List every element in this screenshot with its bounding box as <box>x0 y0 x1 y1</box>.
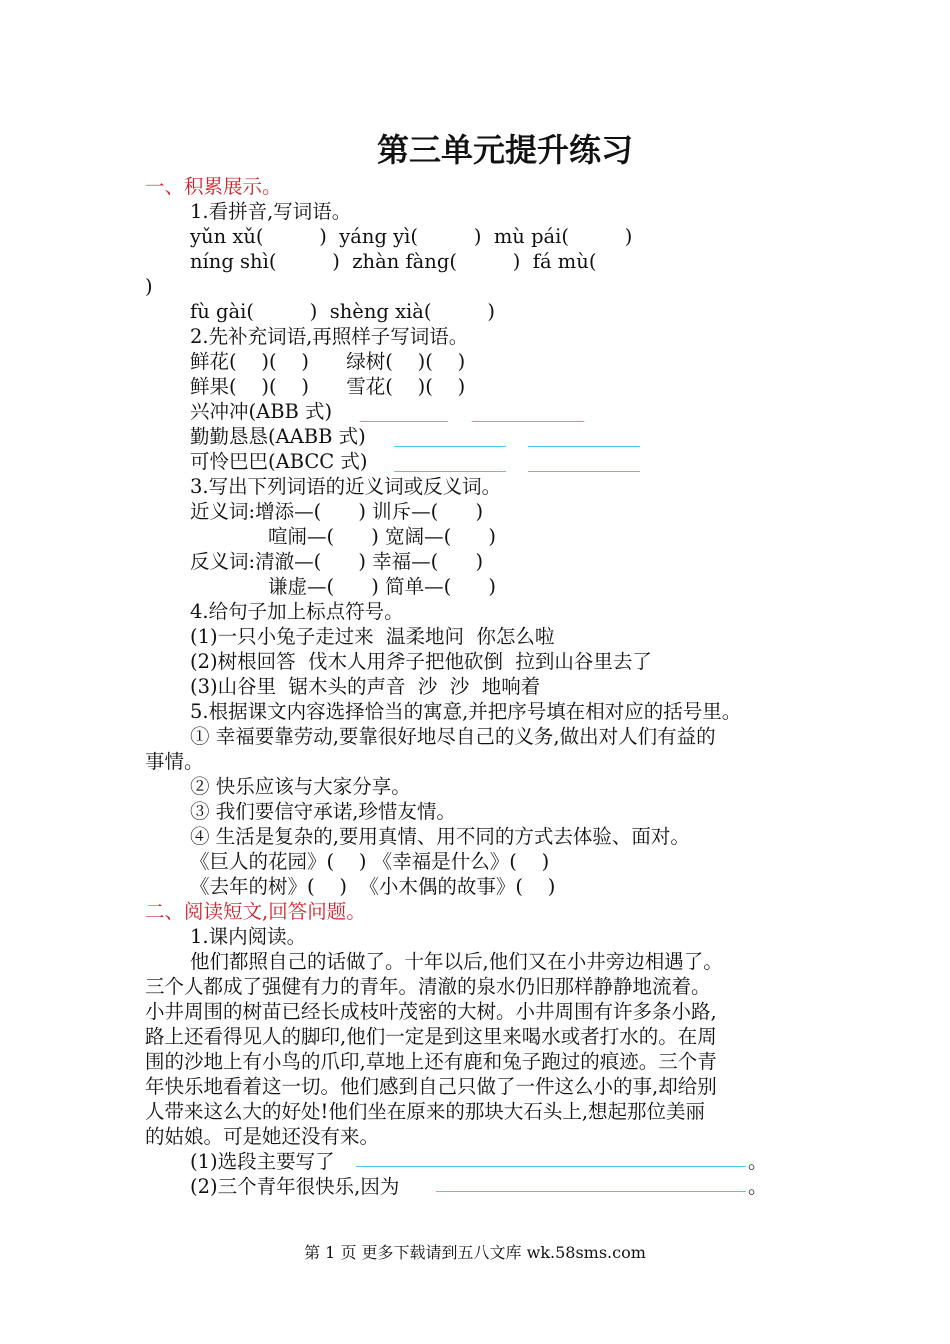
word-row: 鲜花( )( ) 绿树( )( ) <box>190 350 466 373</box>
answer-prompt-1: (1)选段主要写了 <box>190 1150 335 1173</box>
answer-line[interactable] <box>356 1166 746 1167</box>
story-match: 《去年的树》( ) 《小木偶的故事》( ) <box>190 875 556 898</box>
synonym-row: 喧闹—( ) 宽阔—( ) <box>268 525 497 548</box>
answer-line[interactable] <box>360 421 448 422</box>
answer-line[interactable] <box>472 421 584 422</box>
section-heading-2: 二、阅读短文,回答问题。 <box>145 900 366 923</box>
passage-line: 路上还看得见人的脚印,他们一定是到这里来喝水或者打水的。在周 <box>145 1025 717 1048</box>
end-mark: 。 <box>748 1150 768 1173</box>
pinyin-line: yǔn xǔ( ) yáng yì( ) mù pái( ) <box>190 225 633 248</box>
question-label: 1.课内阅读。 <box>190 925 307 948</box>
pattern-abcc: 可怜巴巴(ABCC 式) <box>190 450 368 473</box>
story-match: 《巨人的花园》( ) 《幸福是什么》( ) <box>190 850 550 873</box>
moral-option: ③ 我们要信守承诺,珍惜友情。 <box>190 800 456 823</box>
pinyin-line-wrap: ) <box>145 275 153 298</box>
section-heading-1: 一、积累展示。 <box>145 175 282 198</box>
passage-line: 他们都照自己的话做了。十年以后,他们又在小井旁边相遇了。 <box>190 950 723 973</box>
answer-line[interactable] <box>394 471 506 472</box>
moral-option: ④ 生活是复杂的,要用真情、用不同的方式去体验、面对。 <box>190 825 690 848</box>
pinyin-line: fù gài( ) shèng xià( ) <box>190 300 495 323</box>
answer-line[interactable] <box>394 446 506 447</box>
answer-line[interactable] <box>436 1191 746 1192</box>
passage-line: 围的沙地上有小鸟的爪印,草地上还有鹿和兔子跑过的痕迹。三个青 <box>145 1050 717 1073</box>
passage-line: 的姑娘。可是她还没有来。 <box>145 1125 380 1148</box>
moral-option-wrap: 事情。 <box>145 750 204 773</box>
moral-option: ② 快乐应该与大家分享。 <box>190 775 411 798</box>
antonym-row: 谦虚—( ) 简单—( ) <box>268 575 497 598</box>
moral-option: ① 幸福要靠劳动,要靠很好地尽自己的义务,做出对人们有益的 <box>190 725 716 748</box>
antonym-row: 反义词:清澈—( ) 幸福—( ) <box>190 550 484 573</box>
pinyin-line: níng shì( ) zhàn fàng( ) fá mù( <box>190 250 597 273</box>
question-label: 5.根据课文内容选择恰当的寓意,并把序号填在相对应的括号里。 <box>190 700 742 723</box>
punctuation-sentence: (3)山谷里 锯木头的声音 沙 沙 地响着 <box>190 675 541 698</box>
passage-line: 小井周围的树苗已经长成枝叶茂密的大树。小井周围有许多条小路, <box>145 1000 717 1023</box>
synonym-row: 近义词:增添—( ) 训斥—( ) <box>190 500 484 523</box>
passage-line: 年快乐地看着这一切。他们感到自己只做了一件这么小的事,却给别 <box>145 1075 717 1098</box>
question-label: 3.写出下列词语的近义词或反义词。 <box>190 475 502 498</box>
answer-prompt-2: (2)三个青年很快乐,因为 <box>190 1175 400 1198</box>
punctuation-sentence: (1)一只小兔子走过来 温柔地问 你怎么啦 <box>190 625 555 648</box>
answer-line[interactable] <box>528 446 640 447</box>
page-title: 第三单元提升练习 <box>376 131 633 169</box>
passage-line: 人带来这么大的好处!他们坐在原来的那块大石头上,想起那位美丽 <box>145 1100 706 1123</box>
end-mark: 。 <box>748 1175 768 1198</box>
pattern-abb: 兴冲冲(ABB 式) <box>190 400 333 423</box>
question-label: 1.看拼音,写词语。 <box>190 200 352 223</box>
pattern-aabb: 勤勤恳恳(AABB 式) <box>190 425 366 448</box>
question-label: 4.给句子加上标点符号。 <box>190 600 404 623</box>
question-label: 2.先补充词语,再照样子写词语。 <box>190 325 469 348</box>
answer-line[interactable] <box>528 471 640 472</box>
passage-line: 三个人都成了强健有力的青年。清澈的泉水仍旧那样静静地流着。 <box>145 975 711 998</box>
word-row: 鲜果( )( ) 雪花( )( ) <box>190 375 466 398</box>
punctuation-sentence: (2)树根回答 伐木人用斧子把他砍倒 拉到山谷里去了 <box>190 650 652 673</box>
page-footer: 第 1 页 更多下载请到五八文库 wk.58sms.com <box>304 1243 646 1262</box>
